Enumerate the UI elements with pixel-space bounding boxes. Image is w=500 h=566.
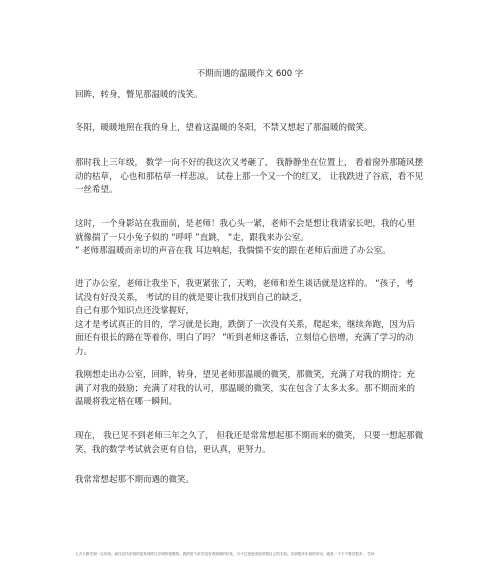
paragraph-line: 力。 — [75, 346, 93, 357]
paragraph-2 — [75, 122, 430, 136]
paragraph-line: 自己有那个知识点还没掌握好， — [75, 306, 195, 316]
paragraph-line: 冬阳，暖暖地照在我的身上，望着这温暖的冬阳，不禁又想起了那温暖的微笑。 — [75, 123, 373, 133]
paragraph-8 — [75, 474, 430, 488]
paragraph-line: 现在， 我已见不到老师三年之久了， 但我还是常常想起那不期而来的微笑， 只要一想起那微 — [75, 431, 424, 441]
paragraph-line: 笑，我的数学考试就会更有自信，更认真，更努力。 — [75, 444, 271, 455]
document-title: 不期而遇的温暖作文 600 字 — [196, 69, 304, 79]
paragraph-line: 这才是考试真正的目的，学习就是长跑，跌倒了一次没有关系，爬起来，继续奔跑，因为后 — [75, 319, 416, 330]
paragraph-3 — [75, 157, 430, 198]
paragraph-4 — [75, 218, 430, 259]
paragraph-line: 动的枯草， 心也和那枯草一样悲凉。 试卷上那一个又一个的红叉， 让我跌进了谷底，看不见 — [75, 171, 424, 182]
paragraph-line: ” 老师那温暖而亲切的声音在我 耳边响起，我惴惴不安的跟在老师后面进了办公室。 — [75, 246, 391, 256]
paragraph-line: 这时，一个身影站在我面前，是老师！我心头一紧，老师不会是想让我请家长吧，我的心里 — [75, 219, 416, 229]
paragraph-7 — [75, 430, 430, 457]
paragraph-line: 那时我上三年级， 数学一向不好的我这次又考砸了， 我静静坐在位置上， 看着窗外那随风摆 — [75, 158, 424, 168]
paragraph-line: 温暖将我定格在哪一瞬间。 — [75, 397, 178, 407]
paragraph-line: 进了办公室，老师让我坐下，我更紧张了，天哟，老师和差生谈话就是这样的。 “孩子，考 — [75, 279, 414, 289]
paragraph-line: 试没有好没关系， 考试的目的就是要让我们找到自己的缺乏， — [75, 292, 308, 303]
paragraph-line: 面还有很长的路在等着你，明白了吗？ ”听到老师这番话，立刻信心倍增，充满了学习的动 — [75, 333, 414, 343]
paragraph-line: 一丝希望。 — [75, 185, 118, 195]
paragraph-6 — [75, 369, 430, 410]
paragraph-line: 我刚想走出办公室，回眸，转身，望见老师那温暖的微笑，那微笑，充满了对我的期待；充 — [75, 370, 416, 380]
page-footer: 人天天都学到一点东西，而往往所学到的是发现昨日学到的是错的。我的努力求学没有得到别的好处，只不过是愈来愈觉察自己的无知。学到很多东西的诀窍，就是一下子不要学很多。 学问 — [75, 552, 375, 556]
paragraph-line: 满了对我的鼓励；充满了对我的认可，那温暖的微笑，实在包含了太多太多。那不期而来的 — [75, 383, 416, 394]
paragraph-5 — [75, 278, 430, 359]
paragraph-1 — [75, 89, 430, 103]
paragraph-line: 就像揣了一只小兔子似的 “呼呼 ”直跳， “走，跟我来办公室。 — [75, 232, 309, 243]
paragraph-line: 回眸，转身，瞥见那温暖的浅笑。 — [75, 90, 203, 100]
paragraph-line: 我常常想起那不期而遇的微笑。 — [75, 475, 195, 485]
